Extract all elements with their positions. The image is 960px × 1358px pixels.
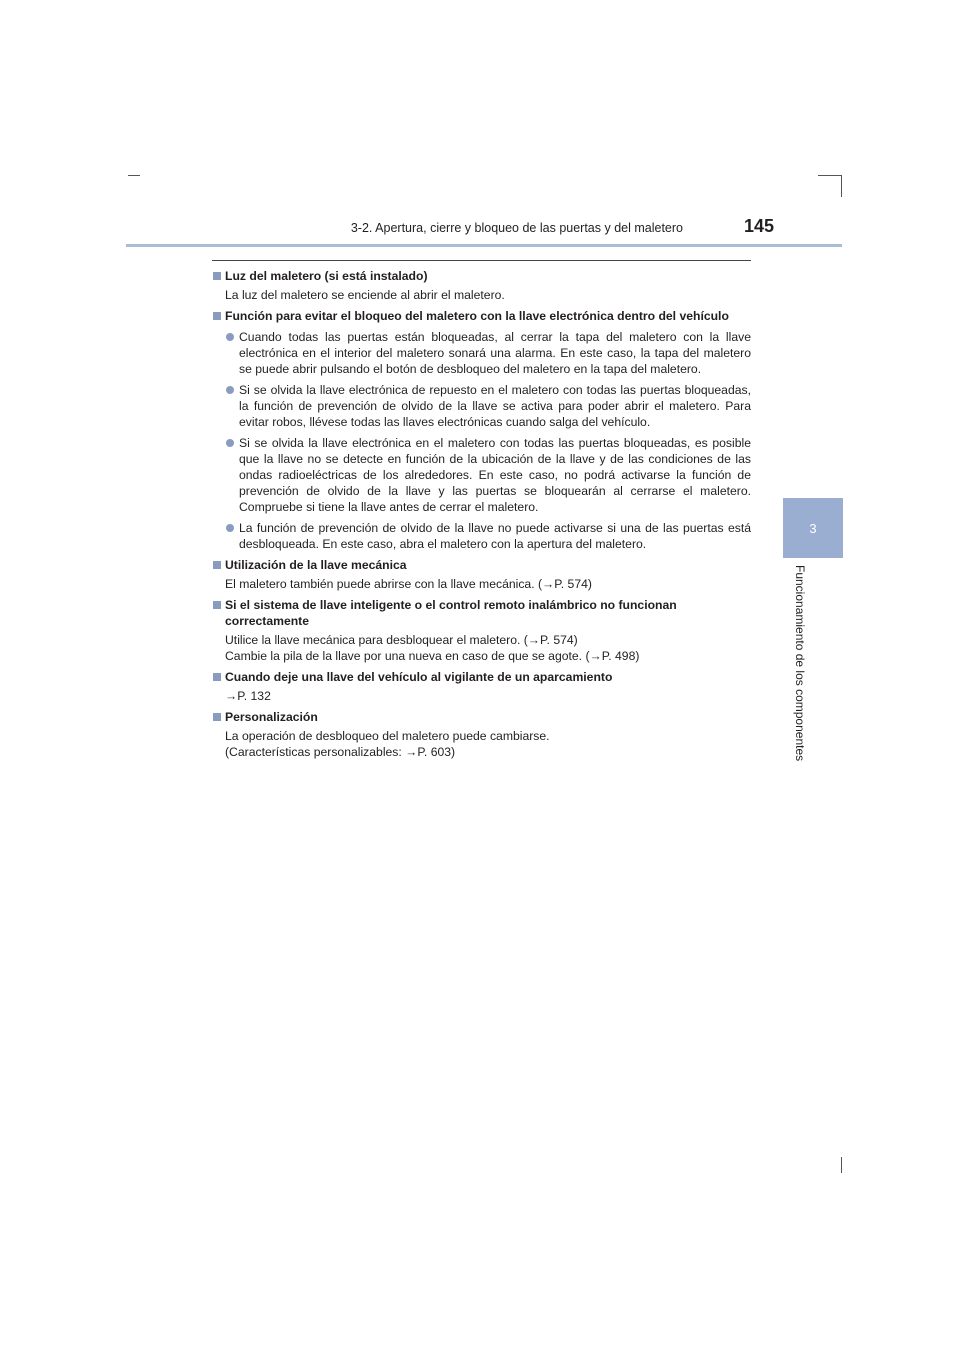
chapter-label: Funcionamiento de los componentes — [793, 565, 807, 762]
section-heading: Si el sistema de llave inteligente o el control remoto inalámbrico no funcionan correctamente — [212, 597, 751, 629]
text-line: (Características personalizables: →P. 603) — [225, 745, 456, 759]
section-heading: Personalización — [212, 709, 751, 725]
text-line: La operación de desbloqueo del maletero puede cambiarse. — [225, 729, 550, 743]
section-heading: Utilización de la llave mecánica — [212, 557, 751, 573]
crop-mark — [841, 175, 842, 197]
section-heading: Cuando deje una llave del vehículo al vigilante de un aparcamiento — [212, 669, 751, 685]
text-line: Cambie la pila de la llave por una nueva en caso de que se agote. (→P. 498) — [225, 649, 640, 663]
paragraph: La luz del maletero se enciende al abrir el maletero. — [225, 288, 505, 302]
crop-mark — [818, 175, 842, 176]
crop-mark — [841, 1157, 842, 1173]
bullet-item: Si se olvida la llave electrónica de repuesto en el maletero con todas las puertas bloqueadas, la función de prevención de olvido de la llave se activa para poder abrir el maletero. Para evitar robos, llévese todas las llaves electrónicas cuando salga del vehículo. — [212, 382, 751, 430]
chapter-tab — [783, 498, 843, 558]
paragraph: El maletero también puede abrirse con la llave mecánica. (→P. 574) — [225, 577, 592, 591]
page-number: 145 — [743, 216, 774, 236]
header-rule — [126, 244, 842, 247]
chapter-number: 3 — [809, 520, 817, 536]
paragraph — [212, 632, 751, 664]
bullet-item: Cuando todas las puertas están bloqueadas, al cerrar la tapa del maletero con la llave electrónica en el interior del maletero sonará una alarma. En este caso, la tapa del maletero se puede abrir pulsando el botón de desbloqueo del maletero en la tapa del maletero. — [212, 329, 751, 377]
section-heading: Luz del maletero (si está instalado) — [212, 268, 751, 284]
content-body — [212, 268, 751, 760]
content-rule — [212, 260, 751, 261]
section-heading: Función para evitar el bloqueo del maletero con la llave electrónica dentro del vehículo — [212, 308, 751, 324]
bullet-item: Si se olvida la llave electrónica en el maletero con todas las puertas bloqueadas, es posible que la llave no se detecte en función de la ubicación de la llave y de las condiciones de las ondas radioeléctricas de los alrededores. En este caso, no podrá activarse la función de prevención de olvido de la llave y las puertas se bloquearán al cerrarse el maletero. Compruebe si tiene la llave antes de cerrar el maletero. — [212, 435, 751, 515]
paragraph — [212, 728, 751, 760]
bullet-item: La función de prevención de olvido de la llave no puede activarse si una de las puertas está desbloqueada. En este caso, abra el maletero con la apertura del maletero. — [212, 520, 751, 552]
page-reference[interactable]: →P. 132 — [225, 689, 271, 703]
crop-mark — [128, 175, 140, 176]
section-header-title: 3-2. Apertura, cierre y bloqueo de las puertas y del maletero — [350, 221, 683, 235]
text-line: Utilice la llave mecánica para desbloquear el maletero. (→P. 574) — [225, 633, 578, 647]
